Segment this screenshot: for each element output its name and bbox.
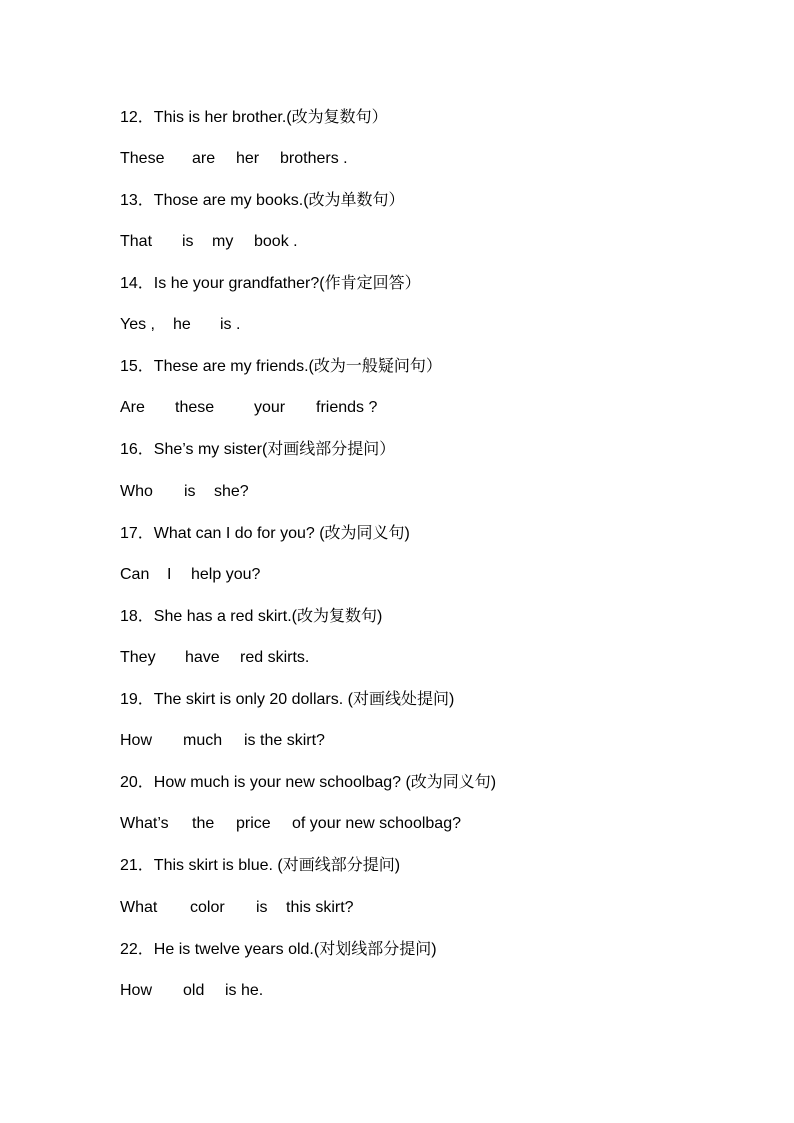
answer-word: Who (120, 483, 153, 500)
answer-word: Can (120, 566, 150, 583)
answer-word: What’s (120, 815, 169, 832)
question-22: 22．He is twelve years old.(对划线部分提问) (120, 941, 437, 958)
answer-word: help you? (191, 566, 261, 583)
question-18: 18．She has a red skirt.(改为复数句) (120, 608, 383, 625)
answer-word: old (183, 982, 205, 999)
answer-word: book . (254, 233, 298, 250)
answer-word: I (167, 566, 172, 583)
answer-word: What (120, 899, 158, 916)
answer-word: brothers . (280, 150, 348, 167)
answer-word: are (192, 150, 216, 167)
answer-word: much (183, 732, 223, 749)
question-13: 13．Those are my books.(改为单数句） (120, 192, 405, 209)
answer-word: my (212, 233, 234, 250)
answer-word: That (120, 233, 153, 250)
answer-word: They (120, 649, 156, 666)
answer-word: Are (120, 399, 145, 416)
question-16: 16．She’s my sister(对画线部分提问） (120, 441, 396, 458)
answer-word: is . (220, 316, 241, 333)
answer-word: your (254, 399, 286, 416)
question-17: 17．What can I do for you? (改为同义句) (120, 525, 410, 542)
question-19: 19．The skirt is only 20 dollars. (对画线处提问) (120, 691, 455, 708)
answer-word: her (236, 150, 260, 167)
question-14: 14．Is he your grandfather?(作肯定回答） (120, 275, 421, 292)
question-12: 12．This is her brother.(改为复数句） (120, 109, 388, 126)
answer-word: is (182, 233, 194, 250)
answer-word: the (192, 815, 215, 832)
answer-word: these (175, 399, 215, 416)
answer-word: he (173, 316, 191, 333)
answer-word: How (120, 982, 153, 999)
answer-word: of your new schoolbag? (292, 815, 461, 832)
answer-word: These (120, 150, 165, 167)
answer-word: she? (214, 483, 249, 500)
answer-word: color (190, 899, 225, 916)
answer-word: Yes , (120, 316, 155, 333)
answer-word: this skirt? (286, 899, 354, 916)
answer-word: is the skirt? (244, 732, 325, 749)
answer-word: is (256, 899, 268, 916)
answer-word: price (236, 815, 271, 832)
answer-word: How (120, 732, 153, 749)
answer-word: is he. (225, 982, 264, 999)
answer-word: red skirts. (240, 649, 310, 666)
question-20: 20．How much is your new schoolbag? (改为同义句) (120, 774, 497, 791)
question-15: 15．These are my friends.(改为一般疑问句） (120, 358, 442, 375)
answer-word: have (185, 649, 220, 666)
question-21: 21．This skirt is blue. (对画线部分提问) (120, 857, 401, 874)
answer-word: is (184, 483, 196, 500)
answer-word: friends ? (316, 399, 378, 416)
